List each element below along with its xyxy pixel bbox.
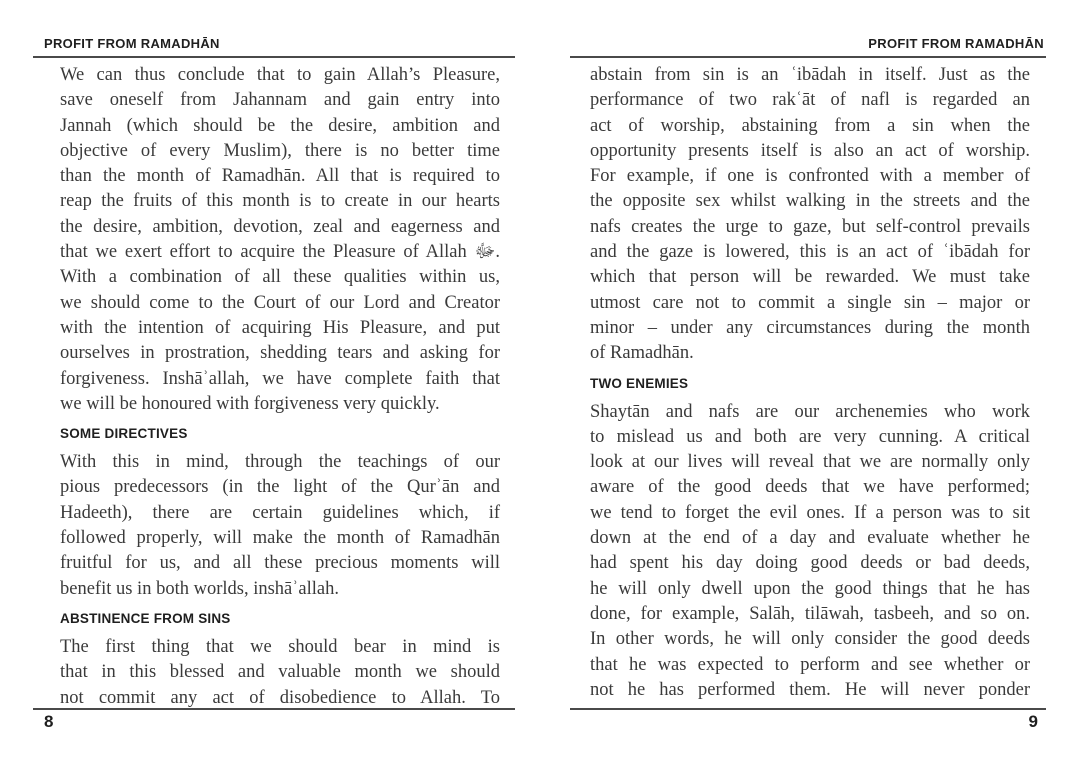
- text-line: benefit us in both worlds, inshāʾallah.: [60, 578, 339, 599]
- text-line: than the month of Ramadhān. All that is required to: [60, 166, 500, 187]
- paragraph: [590, 400, 1030, 704]
- running-header-right: [570, 36, 1046, 58]
- text-line: followed properly, will make the month of Ramadhān: [60, 528, 500, 549]
- text-line: fruitful for us, and all these precious moments will: [60, 553, 500, 574]
- text-line: objective of every Muslim), there is no better time: [60, 140, 500, 161]
- paragraph: [590, 63, 1030, 367]
- text-line: look at our lives will reveal that we are normally only: [590, 452, 1030, 473]
- text-line: with the intention of acquiring His Pleasure, and put: [60, 317, 500, 338]
- text-line: of Ramadhān.: [590, 343, 694, 364]
- running-header-left: [33, 36, 515, 58]
- text-line: that in this blessed and valuable month we should: [60, 662, 500, 683]
- text-line: act of worship, abstaining from a sin when the: [590, 115, 1030, 136]
- text-line: Jannah (which should be the desire, ambition and: [60, 115, 500, 136]
- text-line: he will only dwell upon the good things that he has: [590, 578, 1030, 599]
- text-line: forgiveness. Inshāʾallah, we have complete faith that: [60, 368, 500, 389]
- page-left-footer: [33, 708, 515, 731]
- text-line: aware of the good deeds that we have performed;: [590, 477, 1030, 498]
- text-line: With this in mind, through the teachings of our: [60, 452, 500, 473]
- text-line: that we exert effort to acquire the Pleasure of Allah ﷻ.: [60, 242, 500, 263]
- text-line: performance of two rakʿāt of nafl is regarded an: [590, 90, 1030, 111]
- page-number-left: 8: [44, 712, 54, 731]
- section-heading-two-enemies: TWO ENEMIES: [590, 375, 689, 391]
- text-line: save oneself from Jahannam and gain entry into: [60, 90, 500, 111]
- paragraph: [60, 635, 500, 711]
- text-line: reap the fruits of this month is to create in our hearts: [60, 191, 500, 212]
- section-heading-abstinence-from-sins: ABSTINENCE FROM SINS: [60, 610, 231, 626]
- page-number-right: 9: [1028, 712, 1038, 731]
- text-line: opportunity presents itself is also an act of worship.: [590, 140, 1030, 161]
- text-line: and the gaze is lowered, this is an act of ʿibādah for: [590, 242, 1030, 263]
- footer-rule: [33, 708, 515, 710]
- text-line: which that person will be rewarded. We must take: [590, 267, 1030, 288]
- footer-rule: [570, 708, 1046, 710]
- text-line: had spent his day doing good deeds or bad deeds,: [590, 553, 1030, 574]
- text-line: abstain from sin is an ʿibādah in itself. Just as the: [590, 65, 1030, 85]
- paragraph: [60, 63, 500, 417]
- text-line: Shaytān and nafs are our archenemies who work: [590, 401, 1030, 422]
- text-line: the desire, ambition, devotion, zeal and eagerness and: [60, 216, 500, 237]
- text-line: The first thing that we should bear in mind is: [60, 636, 500, 657]
- text-line: With a combination of all these qualities within us,: [60, 267, 500, 288]
- text-line: we will be honoured with forgiveness very quickly.: [60, 393, 440, 414]
- text-line: that he was expected to perform and see whether or: [590, 654, 1030, 675]
- page-left-body: [33, 63, 515, 711]
- text-line: down at the end of a day and evaluate whether he: [590, 528, 1030, 549]
- text-line: In other words, he will only consider the good deeds: [590, 629, 1030, 650]
- text-line: For example, if one is confronted with a member of: [590, 166, 1030, 187]
- text-line: not commit any act of disobedience to Allah. To: [60, 687, 500, 708]
- running-header-left-text: PROFIT FROM RAMADHĀN: [44, 36, 220, 51]
- section-heading-some-directives: SOME DIRECTIVES: [60, 426, 188, 442]
- text-line: pious predecessors (in the light of the Qurʾān and: [60, 477, 500, 498]
- running-header-right-text: PROFIT FROM RAMADHĀN: [868, 36, 1044, 51]
- text-line: minor – under any circumstances during the month: [590, 317, 1030, 338]
- text-line: utmost care not to commit a single sin – major or: [590, 292, 1030, 313]
- text-line: nafs creates the urge to gaze, but self-control prevails: [590, 216, 1030, 237]
- text-line: the opposite sex whilst walking in the streets and the: [590, 191, 1030, 212]
- text-line: Hadeeth), there are certain guidelines which, if: [60, 502, 500, 523]
- text-line: We can thus conclude that to gain Allah’s Pleasure,: [60, 65, 500, 85]
- page-right-body: [570, 63, 1046, 703]
- text-line: done, for example, Salāh, tilāwah, tasbeeh, and so on.: [590, 603, 1030, 624]
- text-line: not he has performed them. He will never ponder: [590, 679, 1030, 700]
- text-line: to mislead us and both are very cunning. A critical: [590, 426, 1030, 447]
- text-line: we should come to the Court of our Lord and Creator: [60, 292, 500, 313]
- paragraph: [60, 450, 500, 602]
- page-right-footer: [570, 708, 1046, 731]
- page-right: [570, 36, 1046, 736]
- page-left: [33, 36, 515, 736]
- text-line: we tend to forget the evil ones. If a person was to sit: [590, 502, 1030, 523]
- text-line: ourselves in prostration, shedding tears and asking for: [60, 343, 500, 364]
